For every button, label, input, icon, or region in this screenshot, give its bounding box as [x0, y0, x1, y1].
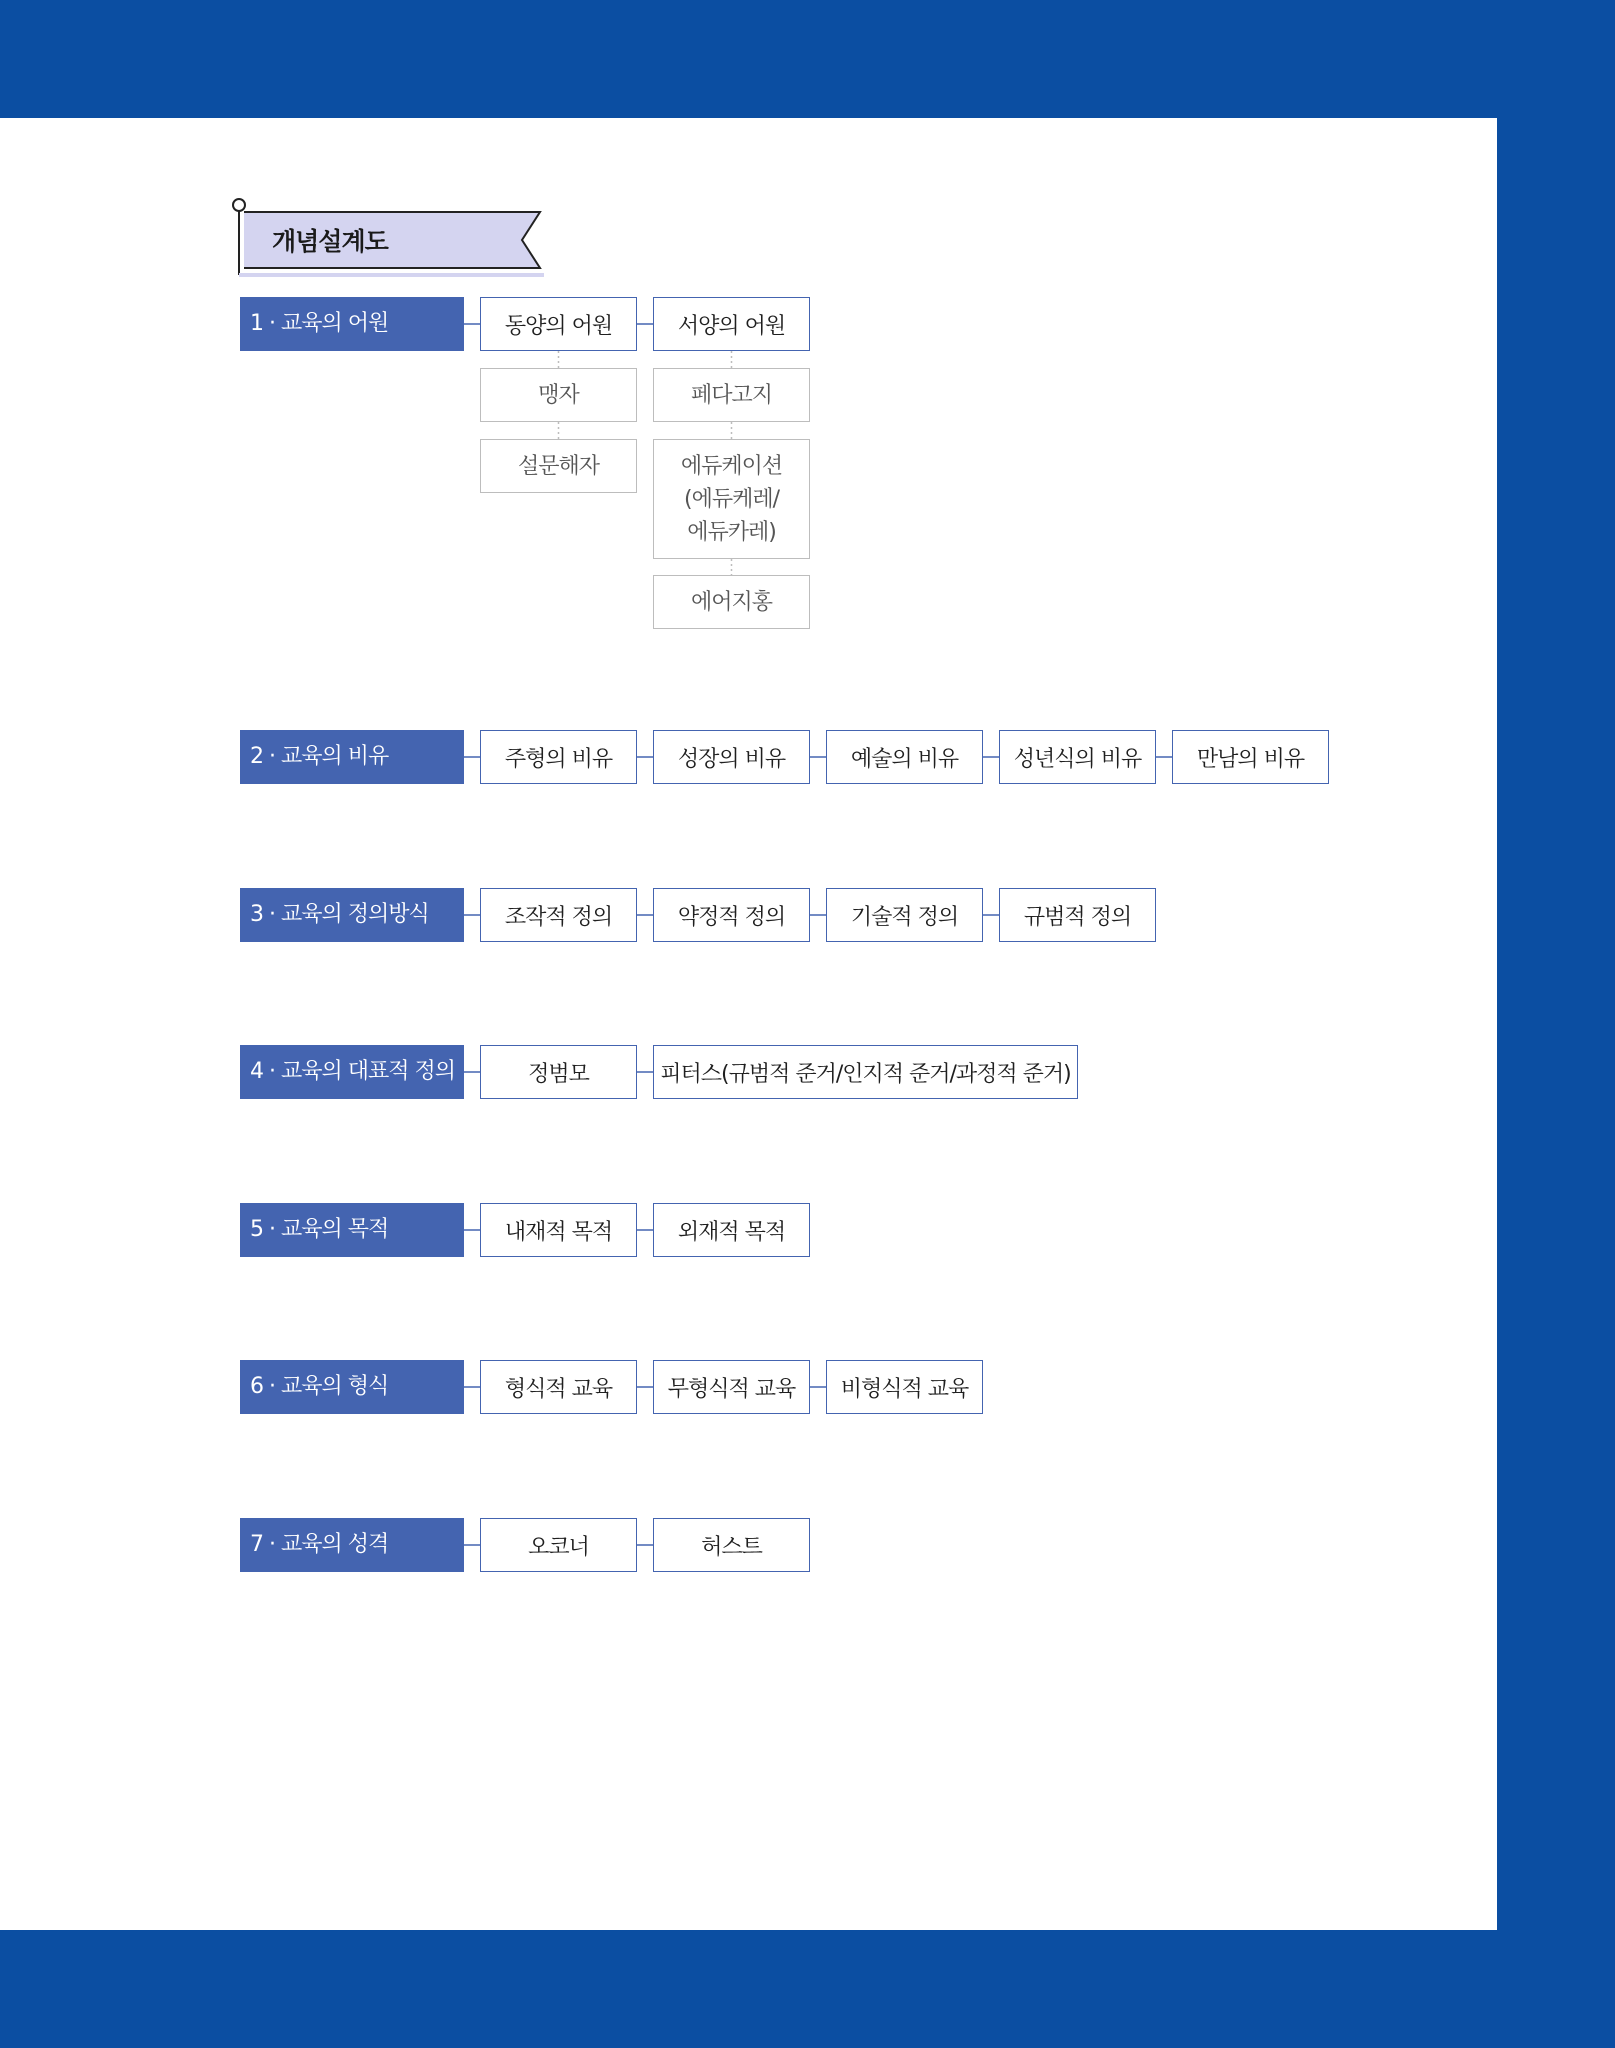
- page-title: 개념설계도: [272, 227, 388, 256]
- box-hirst: 허스트: [653, 1518, 810, 1572]
- box-oconnor: 오코너: [480, 1518, 637, 1572]
- box-extrinsic-purpose: 외재적 목적: [653, 1203, 810, 1257]
- box-intrinsic-purpose: 내재적 목적: [480, 1203, 637, 1257]
- box-encounter-metaphor: 만남의 비유: [1172, 730, 1329, 784]
- box-stipulative-definition: 약정적 정의: [653, 888, 810, 942]
- sub-box-erziehung: 에어지홍: [653, 575, 810, 629]
- category-purpose: 5 · 교육의 목적: [240, 1203, 464, 1257]
- sub-box-pedagogy: 페다고지: [653, 368, 810, 422]
- category-nature: 7 · 교육의 성격: [240, 1518, 464, 1572]
- box-eastern-etymology: 동양의 어원: [480, 297, 637, 351]
- box-mold-metaphor: 주형의 비유: [480, 730, 637, 784]
- box-formal-education: 형식적 교육: [480, 1360, 637, 1414]
- category-etymology: 1 · 교육의 어원: [240, 297, 464, 351]
- box-art-metaphor: 예술의 비유: [826, 730, 983, 784]
- box-normative-definition: 규범적 정의: [999, 888, 1156, 942]
- category-definition-method: 3 · 교육의 정의방식: [240, 888, 464, 942]
- category-representative-definition: 4 · 교육의 대표적 정의: [240, 1045, 464, 1099]
- box-western-etymology: 서양의 어원: [653, 297, 810, 351]
- sub-box-shuowen: 설문해자: [480, 439, 637, 493]
- box-descriptive-definition: 기술적 정의: [826, 888, 983, 942]
- box-informal-education: 무형식적 교육: [653, 1360, 810, 1414]
- box-peters: 피터스(규범적 준거/인지적 준거/과정적 준거): [653, 1045, 1078, 1099]
- sub-box-mencius: 맹자: [480, 368, 637, 422]
- box-growth-metaphor: 성장의 비유: [653, 730, 810, 784]
- box-initiation-metaphor: 성년식의 비유: [999, 730, 1156, 784]
- category-metaphor: 2 · 교육의 비유: [240, 730, 464, 784]
- box-operational-definition: 조작적 정의: [480, 888, 637, 942]
- box-jung-beommo: 정범모: [480, 1045, 637, 1099]
- box-nonformal-education: 비형식적 교육: [826, 1360, 983, 1414]
- sub-box-education: 에듀케이션 (에듀케레/ 에듀카레): [653, 439, 810, 559]
- category-form: 6 · 교육의 형식: [240, 1360, 464, 1414]
